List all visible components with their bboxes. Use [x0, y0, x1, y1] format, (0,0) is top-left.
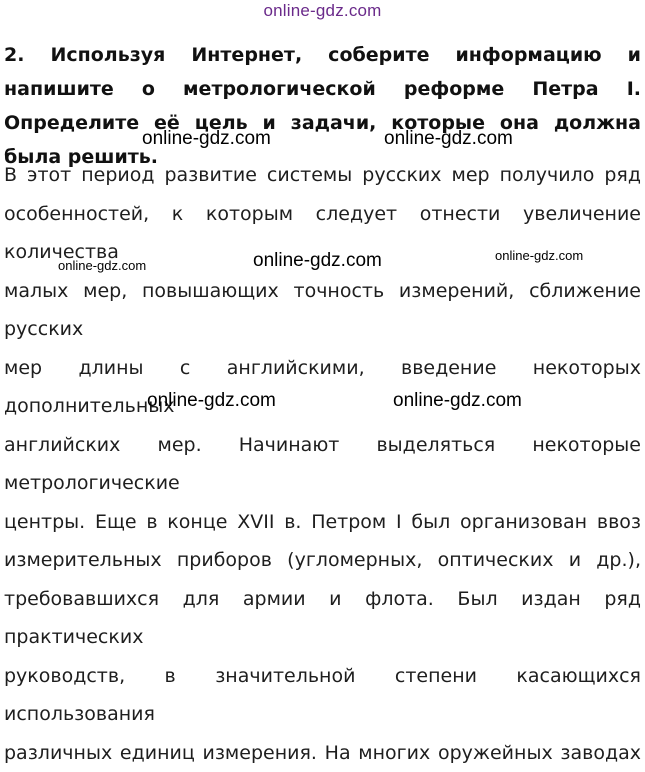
site-watermark-top: online-gdz.com — [0, 1, 645, 21]
answer-line: руководств, в значительной степени касающихся использования — [4, 657, 641, 734]
watermark: online-gdz.com — [147, 390, 276, 412]
watermark: online-gdz.com — [384, 128, 513, 150]
answer-line: особенностей, к которым следует отнести увеличение количества — [4, 195, 641, 272]
watermark: online-gdz.com — [253, 250, 382, 272]
answer-line: различных единиц измерения. На многих оружейных заводах — [4, 734, 641, 772]
watermark: online-gdz.com — [495, 248, 583, 263]
watermark: online-gdz.com — [58, 258, 146, 273]
answer-line: требовавшихся для армии и флота. Был издан ряд практических — [4, 580, 641, 657]
task-heading: 2. Используя Интернет, соберите информацию и напишите о метрологической реформе Петра I. Определите её цель и задачи, которые она должна была решить. — [4, 38, 641, 174]
answer-line: малых мер, повышающих точность измерений, сближение русских — [4, 272, 641, 349]
answer-line: измерительных приборов (угломерных, оптических и др.), — [4, 541, 641, 580]
answer-line: центры. Еще в конце XVII в. Петром I был организован ввоз — [4, 503, 641, 542]
answer-line: В этот период развитие системы русских мер получило ряд — [4, 156, 641, 195]
answer-line: английских мер. Начинают выделяться некоторые метрологические — [4, 426, 641, 503]
answer-line: мер длины с английскими, введение некоторых дополнительных — [4, 349, 641, 426]
watermark: online-gdz.com — [393, 390, 522, 412]
watermark: online-gdz.com — [142, 128, 271, 150]
